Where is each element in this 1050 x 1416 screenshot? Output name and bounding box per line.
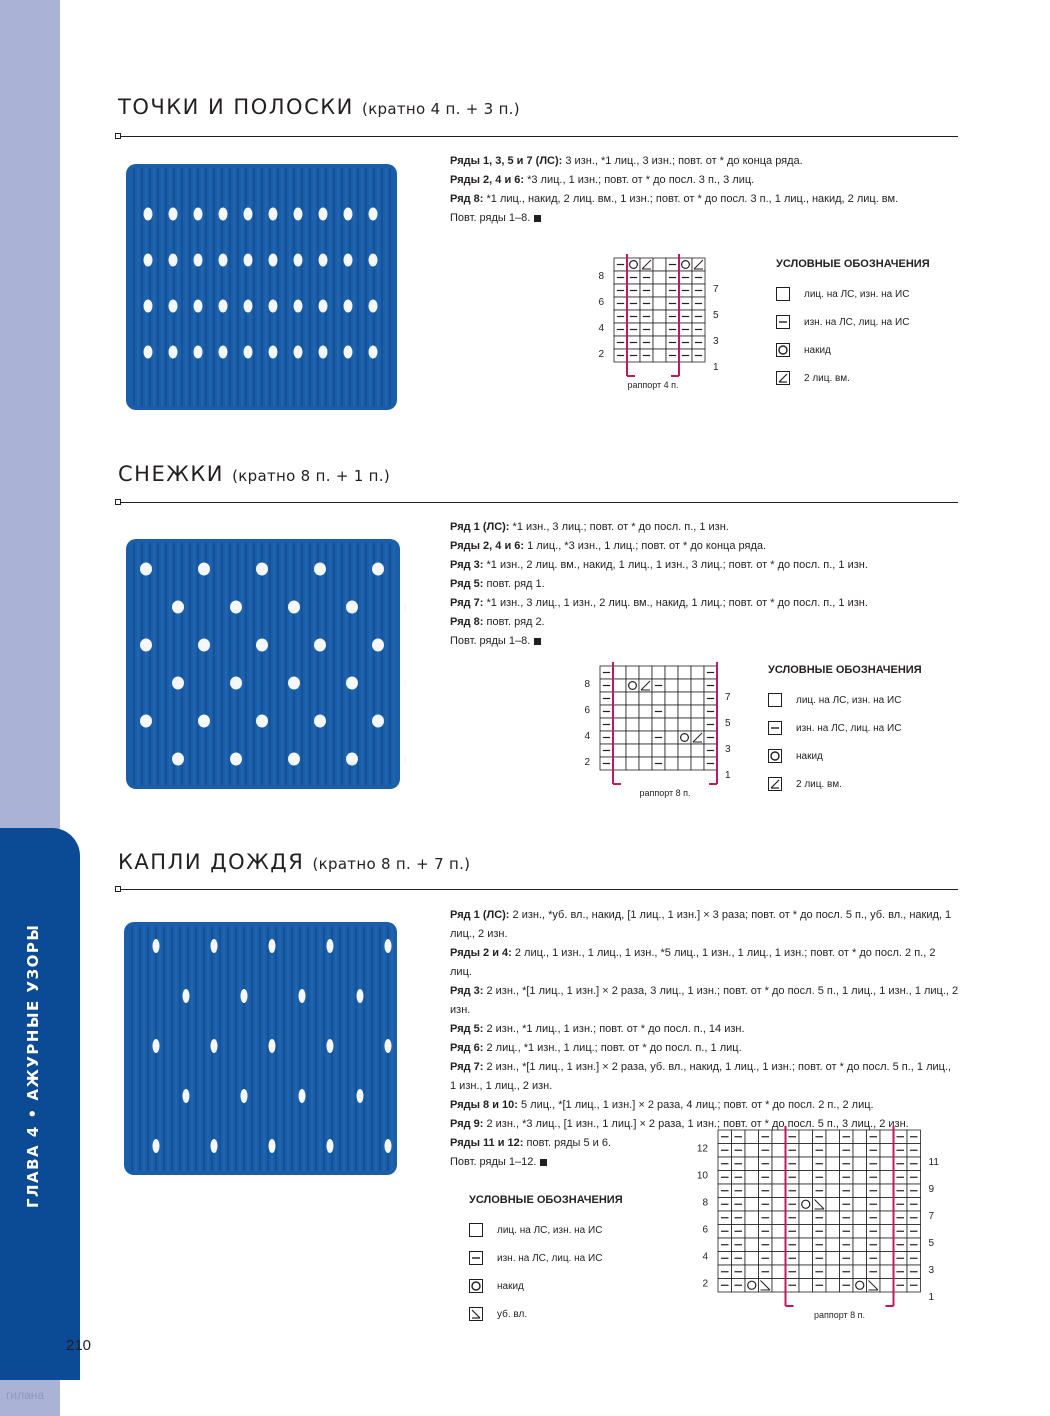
ssk-icon bbox=[469, 1307, 483, 1321]
chart-cell bbox=[652, 718, 665, 731]
chart-cell bbox=[653, 258, 666, 271]
chart-cell bbox=[653, 310, 666, 323]
knitting-chart bbox=[592, 254, 732, 414]
instructions bbox=[450, 518, 960, 651]
chart-cell bbox=[678, 757, 691, 770]
chart-cell bbox=[880, 1184, 894, 1198]
chart-cell bbox=[799, 1252, 813, 1266]
chart-cell bbox=[772, 1265, 786, 1279]
chart-cell bbox=[880, 1252, 894, 1266]
chart-cell bbox=[626, 744, 639, 757]
legend-item: накид bbox=[469, 1272, 623, 1300]
chart-cell bbox=[772, 1184, 786, 1198]
chart-cell bbox=[745, 1238, 759, 1252]
knitting-chart bbox=[690, 1124, 950, 1324]
chart-cell bbox=[626, 692, 639, 705]
yarn-over-icon bbox=[768, 749, 782, 763]
chart-cell bbox=[853, 1225, 867, 1239]
repeat-label: раппорт 8 п. bbox=[639, 788, 691, 798]
dash-square-icon bbox=[776, 315, 790, 329]
chart-cell bbox=[772, 1130, 786, 1144]
repeat-note: Повт. ряды 1–12. bbox=[450, 1153, 960, 1172]
chart-cell bbox=[745, 1225, 759, 1239]
watermark: гилана bbox=[6, 1388, 45, 1402]
chart-cell bbox=[880, 1225, 894, 1239]
chart-cell bbox=[745, 1130, 759, 1144]
chart-cell bbox=[880, 1265, 894, 1279]
chart-cell bbox=[799, 1238, 813, 1252]
row-number-right: 7 bbox=[725, 691, 731, 703]
chart-cell bbox=[691, 744, 704, 757]
chart-cell bbox=[678, 718, 691, 731]
chart-cell bbox=[772, 1252, 786, 1266]
chart-cell bbox=[665, 757, 678, 770]
legend-item: 2 лиц. вм. bbox=[776, 364, 930, 392]
row-number-left: 6 bbox=[702, 1224, 708, 1236]
section-subtitle: (кратно 8 п. + 1 п.) bbox=[232, 467, 391, 485]
section-divider bbox=[118, 502, 958, 503]
chart-cell bbox=[880, 1144, 894, 1158]
chart-cell bbox=[799, 1184, 813, 1198]
knit-swatch-image bbox=[120, 158, 403, 416]
end-mark-icon bbox=[534, 638, 541, 645]
chart-cell bbox=[665, 679, 678, 692]
instruction-row: Ряды 1, 3, 5 и 7 (ЛС): 3 изн., *1 лиц., 3 изн.; повт. от * до конца ряда. bbox=[450, 155, 803, 167]
chart-cell bbox=[772, 1225, 786, 1239]
instruction-row: Ряд 8: *1 лиц., накид, 2 лиц. вм., 1 изн.; повт. от * до посл. 3 п., 1 лиц., накид, 2 лиц. вм. bbox=[450, 193, 899, 205]
page-number: 210 bbox=[66, 1337, 92, 1354]
chart-cell bbox=[678, 744, 691, 757]
row-number-left: 10 bbox=[696, 1170, 708, 1182]
swatch-photo bbox=[120, 533, 406, 795]
chart-cell bbox=[626, 757, 639, 770]
legend bbox=[776, 258, 930, 392]
legend-item: изн. на ЛС, лиц. на ИС bbox=[776, 308, 930, 336]
chart-cell bbox=[613, 666, 626, 679]
section-title bbox=[118, 462, 390, 486]
chart-cell bbox=[853, 1144, 867, 1158]
chart-cell bbox=[853, 1265, 867, 1279]
chart-cell bbox=[613, 718, 626, 731]
chart-cell bbox=[826, 1265, 840, 1279]
chart-cell bbox=[799, 1198, 813, 1212]
chart-cell bbox=[679, 258, 692, 271]
chart-cell bbox=[880, 1238, 894, 1252]
row-number-left: 4 bbox=[702, 1251, 708, 1263]
chart-cell bbox=[826, 1279, 840, 1293]
chart-cell bbox=[678, 679, 691, 692]
row-number-left: 2 bbox=[702, 1278, 708, 1290]
instruction-row: Ряды 2, 4 и 6: 1 лиц., *3 изн., 1 лиц.; повт. от * до конца ряда. bbox=[450, 540, 767, 552]
row-number-right: 3 bbox=[725, 743, 731, 755]
chart-cell bbox=[853, 1184, 867, 1198]
row-number-right: 5 bbox=[928, 1238, 935, 1250]
chart-cell bbox=[653, 323, 666, 336]
section-subtitle: (кратно 4 п. + 3 п.) bbox=[362, 100, 520, 118]
instruction-row: Ряды 2 и 4: 2 лиц., 1 изн., 1 лиц., 1 изн., *5 лиц., 1 изн., 1 лиц., 1 изн.; повт. от * до посл. 2 п., 2 лиц. bbox=[450, 947, 936, 978]
chart-cell bbox=[826, 1144, 840, 1158]
row-number-right: 9 bbox=[928, 1184, 935, 1196]
instruction-row: Ряды 8 и 10: 5 лиц., *[1 лиц., 1 изн.] × 2 раза, 4 лиц.; повт. от * до посл. 2 п., 2 лиц. bbox=[450, 1099, 874, 1111]
instruction-row: Ряд 7: *1 изн., 3 лиц., 1 изн., 2 лиц. вм., накид, 1 лиц.; повт. от * до посл. п., 1 изн. bbox=[450, 597, 868, 609]
row-number-left: 12 bbox=[696, 1143, 708, 1155]
legend-item: лиц. на ЛС, изн. на ИС bbox=[768, 686, 922, 714]
chart-cell bbox=[853, 1211, 867, 1225]
chart-cell bbox=[626, 679, 639, 692]
chart-cell bbox=[653, 297, 666, 310]
chart-cell bbox=[745, 1252, 759, 1266]
chart-cell bbox=[880, 1171, 894, 1185]
blank-square-icon bbox=[768, 693, 782, 707]
chart-cell bbox=[826, 1238, 840, 1252]
chart-cell bbox=[665, 705, 678, 718]
chart-cell bbox=[826, 1171, 840, 1185]
chart-cell bbox=[613, 705, 626, 718]
chart-cell bbox=[626, 718, 639, 731]
chart-cell bbox=[880, 1130, 894, 1144]
chart-cell bbox=[626, 666, 639, 679]
legend-title: УСЛОВНЫЕ ОБОЗНАЧЕНИЯ bbox=[768, 664, 922, 676]
chart-cell bbox=[639, 666, 652, 679]
chart-cell bbox=[639, 731, 652, 744]
instructions bbox=[450, 152, 960, 228]
yarn-over-icon bbox=[776, 343, 790, 357]
chart-cell bbox=[799, 1130, 813, 1144]
row-number-left: 6 bbox=[584, 704, 590, 716]
row-number-left: 8 bbox=[702, 1197, 708, 1209]
repeat-note: Повт. ряды 1–8. bbox=[450, 209, 960, 228]
chart-cell bbox=[826, 1225, 840, 1239]
chart-cell bbox=[826, 1198, 840, 1212]
chart-cell bbox=[826, 1211, 840, 1225]
chart-cell bbox=[880, 1198, 894, 1212]
legend-title: УСЛОВНЫЕ ОБОЗНАЧЕНИЯ bbox=[776, 258, 930, 270]
legend-item: лиц. на ЛС, изн. на ИС bbox=[469, 1216, 623, 1244]
chart-cell bbox=[653, 336, 666, 349]
chart-cell bbox=[639, 757, 652, 770]
legend bbox=[469, 1194, 623, 1328]
end-mark-icon bbox=[534, 215, 541, 222]
row-number-right: 5 bbox=[713, 309, 719, 321]
chart-cell bbox=[745, 1157, 759, 1171]
k2tog-icon bbox=[776, 371, 790, 385]
row-number-left: 4 bbox=[584, 730, 590, 742]
chart-cell bbox=[691, 757, 704, 770]
legend-item: уб. вл. bbox=[469, 1300, 623, 1328]
row-number-right: 1 bbox=[725, 769, 731, 781]
chart-cell bbox=[826, 1184, 840, 1198]
chart-cell bbox=[772, 1279, 786, 1293]
yarn-over-icon bbox=[469, 1279, 483, 1293]
chart-cell bbox=[653, 284, 666, 297]
chart-cell bbox=[880, 1157, 894, 1171]
end-mark-icon bbox=[540, 1159, 547, 1166]
chart-cell bbox=[799, 1144, 813, 1158]
instruction-row: Ряд 3: *1 изн., 2 лиц. вм., накид, 1 лиц., 1 изн., 3 лиц.; повт. от * до посл. п., 1 изн. bbox=[450, 559, 868, 571]
chart-cell bbox=[665, 666, 678, 679]
chart-cell bbox=[639, 744, 652, 757]
legend-item: изн. на ЛС, лиц. на ИС bbox=[469, 1244, 623, 1272]
section-title-text: СНЕЖКИ bbox=[118, 462, 224, 486]
chart-cell bbox=[665, 744, 678, 757]
legend-item: изн. на ЛС, лиц. на ИС bbox=[768, 714, 922, 742]
chart-cell bbox=[665, 692, 678, 705]
row-number-left: 4 bbox=[598, 322, 604, 334]
row-number-left: 6 bbox=[598, 296, 604, 308]
blank-square-icon bbox=[469, 1223, 483, 1237]
chart-cell bbox=[745, 1184, 759, 1198]
chart-cell bbox=[745, 1171, 759, 1185]
chart-cell bbox=[745, 1279, 759, 1293]
instruction-row: Ряд 8: повт. ряд 2. bbox=[450, 616, 545, 628]
instruction-row: Ряд 6: 2 лиц., *1 изн., 1 лиц.; повт. от * до посл. п., 1 лиц. bbox=[450, 1042, 742, 1054]
row-number-right: 11 bbox=[928, 1157, 939, 1169]
instruction-row: Ряд 7: 2 изн., *[1 лиц., 1 изн.] × 2 раза, уб. вл., накид, 1 лиц., 1 изн.; повт. от * до посл. 5 п., 1 лиц., 1 изн., 1 лиц., 2 изн. bbox=[450, 1061, 952, 1092]
chart-cell bbox=[652, 692, 665, 705]
chart-cell bbox=[665, 731, 678, 744]
chart-cell bbox=[678, 692, 691, 705]
chart-cell bbox=[853, 1157, 867, 1171]
chart-cell bbox=[745, 1265, 759, 1279]
section-subtitle: (кратно 8 п. + 7 п.) bbox=[312, 855, 471, 873]
chart-cell bbox=[826, 1130, 840, 1144]
chart-cell bbox=[678, 666, 691, 679]
chart-cell bbox=[613, 744, 626, 757]
chart-cell bbox=[639, 718, 652, 731]
chart-cell bbox=[799, 1171, 813, 1185]
chart-cell bbox=[691, 679, 704, 692]
swatch-photo bbox=[118, 916, 403, 1181]
dash-square-icon bbox=[768, 721, 782, 735]
chart-cell bbox=[826, 1157, 840, 1171]
row-number-right: 5 bbox=[725, 717, 731, 729]
section-divider bbox=[118, 136, 958, 137]
chart-cell bbox=[826, 1252, 840, 1266]
chart-cell bbox=[745, 1211, 759, 1225]
chart-cell bbox=[799, 1265, 813, 1279]
section-title-text: КАПЛИ ДОЖДЯ bbox=[118, 850, 305, 874]
chart-cell bbox=[853, 1238, 867, 1252]
dash-square-icon bbox=[469, 1251, 483, 1265]
chart-cell bbox=[799, 1225, 813, 1239]
chart-cell bbox=[613, 679, 626, 692]
chart-cell bbox=[772, 1171, 786, 1185]
chart-cell bbox=[772, 1144, 786, 1158]
row-number-right: 3 bbox=[713, 335, 719, 347]
chapter-tab-label: ГЛАВА 4 • АЖУРНЫЕ УЗОРЫ bbox=[24, 923, 42, 1208]
chart-cell bbox=[799, 1211, 813, 1225]
instruction-row: Ряд 5: повт. ряд 1. bbox=[450, 578, 545, 590]
chart-cell bbox=[613, 757, 626, 770]
section-title-text: ТОЧКИ И ПОЛОСКИ bbox=[118, 95, 354, 119]
chart-cell bbox=[678, 731, 691, 744]
instruction-row: Ряд 1 (ЛС): 2 изн., *уб. вл., накид, [1 лиц., 1 изн.] × 3 раза; повт. от * до посл. 5 п., уб. вл., накид, 1 лиц., 2 изн. bbox=[450, 909, 952, 940]
chart-cell bbox=[678, 705, 691, 718]
chart-cell bbox=[772, 1238, 786, 1252]
section-title bbox=[118, 95, 520, 119]
chart-cell bbox=[613, 692, 626, 705]
chart-cell bbox=[626, 705, 639, 718]
repeat-label: раппорт 4 п. bbox=[627, 380, 679, 390]
row-number-right: 1 bbox=[713, 361, 719, 373]
chart-cell bbox=[880, 1211, 894, 1225]
instruction-row: Ряды 2, 4 и 6: *3 лиц., 1 изн.; повт. от * до посл. 3 п., 3 лиц. bbox=[450, 174, 755, 186]
chart-cell bbox=[772, 1157, 786, 1171]
section-title bbox=[118, 850, 470, 874]
chart-cell bbox=[853, 1252, 867, 1266]
chart-cell bbox=[772, 1198, 786, 1212]
row-number-left: 2 bbox=[584, 756, 590, 768]
chart-cell bbox=[652, 666, 665, 679]
blank-square-icon bbox=[776, 287, 790, 301]
repeat-note: Повт. ряды 1–8. bbox=[450, 632, 960, 651]
instruction-row: Ряд 1 (ЛС): *1 изн., 3 лиц.; повт. от * до посл. п., 1 изн. bbox=[450, 521, 729, 533]
knit-swatch-image bbox=[120, 533, 406, 795]
chart-cell bbox=[626, 731, 639, 744]
row-number-left: 2 bbox=[598, 348, 604, 360]
row-number-right: 7 bbox=[928, 1211, 935, 1223]
row-number-left: 8 bbox=[584, 678, 590, 690]
chart-cell bbox=[691, 666, 704, 679]
legend-item: лиц. на ЛС, изн. на ИС bbox=[776, 280, 930, 308]
chart-cell bbox=[853, 1279, 867, 1293]
row-number-right: 1 bbox=[928, 1292, 935, 1304]
chart-cell bbox=[639, 705, 652, 718]
row-number-left: 8 bbox=[598, 270, 604, 282]
section-divider bbox=[118, 889, 958, 890]
chart-cell bbox=[665, 718, 678, 731]
k2tog-icon bbox=[768, 777, 782, 791]
knitting-chart bbox=[580, 662, 750, 802]
chart-cell bbox=[653, 271, 666, 284]
chart-cell bbox=[853, 1198, 867, 1212]
legend-item: накид bbox=[776, 336, 930, 364]
legend bbox=[768, 664, 922, 798]
instruction-row: Ряд 5: 2 изн., *1 лиц., 1 изн.; повт. от * до посл. п., 14 изн. bbox=[450, 1023, 745, 1035]
legend-item: 2 лиц. вм. bbox=[768, 770, 922, 798]
chart-cell bbox=[799, 1157, 813, 1171]
legend-title: УСЛОВНЫЕ ОБОЗНАЧЕНИЯ bbox=[469, 1194, 623, 1206]
instruction-row: Ряд 9: 2 изн., *3 лиц., [1 изн., 1 лиц.] × 2 раза, 1 изн.; повт. от * до посл. 5 п., 3 лиц., 2 изн. bbox=[450, 1118, 909, 1130]
chart-cell bbox=[627, 258, 640, 271]
instruction-row: Ряды 11 и 12: повт. ряды 5 и 6. bbox=[450, 1137, 611, 1149]
chart-cell bbox=[745, 1198, 759, 1212]
knit-swatch-image bbox=[118, 916, 403, 1181]
chart-cell bbox=[745, 1144, 759, 1158]
chart-cell bbox=[853, 1171, 867, 1185]
swatch-photo bbox=[120, 158, 403, 416]
chart-cell bbox=[691, 692, 704, 705]
chart-cell bbox=[639, 692, 652, 705]
chart-cell bbox=[691, 718, 704, 731]
chart-cell bbox=[691, 705, 704, 718]
chart-cell bbox=[853, 1130, 867, 1144]
row-number-right: 7 bbox=[713, 283, 719, 295]
chart-cell bbox=[653, 349, 666, 362]
repeat-label: раппорт 8 п. bbox=[813, 1310, 866, 1320]
chart-cell bbox=[652, 744, 665, 757]
chart-cell bbox=[772, 1211, 786, 1225]
legend-item: накид bbox=[768, 742, 922, 770]
chart-cell bbox=[799, 1279, 813, 1293]
row-number-right: 3 bbox=[928, 1265, 935, 1277]
instruction-row: Ряд 3: 2 изн., *[1 лиц., 1 изн.] × 2 раза, 3 лиц., 1 изн.; повт. от * до посл. 5 п., 1 лиц., 1 изн., 1 лиц., 2 изн. bbox=[450, 985, 959, 1016]
chart-cell bbox=[880, 1279, 894, 1293]
chart-cell bbox=[613, 731, 626, 744]
